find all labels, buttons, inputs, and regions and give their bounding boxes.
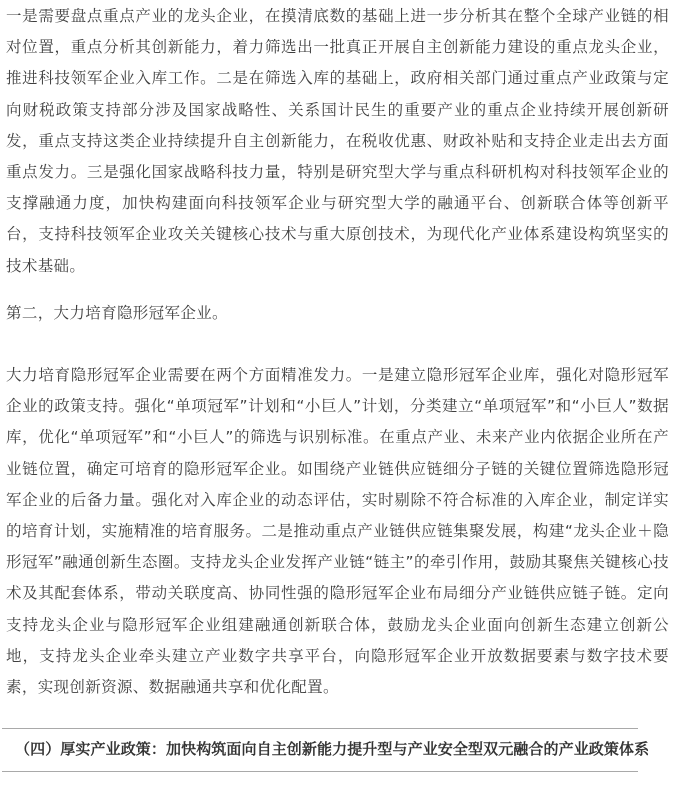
section-heading-box [2, 728, 650, 772]
paragraph-subheading-hidden-champions: 第二，大力培育隐形冠军企业。 [6, 304, 228, 322]
paragraph-leading-enterprises: 一是需要盘点重点产业的龙头企业，在摸清底数的基础上进一步分析其在整个全球产业链的相对位置，重点分析其创新能力，着力筛选出一批真正开展自主创新能力建设的重点龙头企业，推进科技领军企业入库工作。二是在筛选入库的基础上，政府相关部门通过重点产业政策与定向财税政策支持部分涉及国家战略性、关系国计民生的重要产业的重点企业持续开展创新研发，重点支持这类企业持续提升自主创新能力，在税收优惠、财政补贴和支持企业走出去方面重点发力。三是强化国家战略科技力量，特别是研究型大学与重点科研机构对科技领军企业的支撑融通力度，加快构建面向科技领军企业与研究型大学的融通平台、创新联合体等创新平台，支持科技领军企业攻关关键核心技术与重大原创技术，为现代化产业体系建设构筑坚实的技术基础。 [6, 7, 669, 275]
paragraph-hidden-champions: 大力培育隐形冠军企业需要在两个方面精准发力。一是建立隐形冠军企业库，强化对隐形冠军企业的政策支持。强化“单项冠军”计划和“小巨人”计划，分类建立“单项冠军”和“小巨人”数据库，优化“单项冠军”和“小巨人”的筛选与识别标准。在重点产业、未来产业内依据企业所在产业链位置，确定可培育的隐形冠军企业。如围绕产业链供应链细分子链的关键位置筛选隐形冠军企业的后备力量。强化对入库企业的动态评估，实时剔除不符合标准的入库企业，制定详实的培育计划，实施精准的培育服务。二是推动重点产业链供应链集聚发展，构建“龙头企业＋隐形冠军”融通创新生态圈。支持龙头企业发挥产业链“链主”的牵引作用，鼓励其聚焦关键核心技术及其配套体系，带动关联度高、协同性强的隐形冠军企业布局细分产业链供应链子链。定向支持龙头企业与隐形冠军企业组建融通创新联合体，鼓励龙头企业面向创新生态建立创新公地，支持龙头企业牵头建立产业数字共享平台，向隐形冠军企业开放数据要素与数字技术要素，实现创新资源、数据融通共享和优化配置。 [6, 366, 669, 697]
section-heading: （四）厚实产业政策：加快构筑面向自主创新能力提升型与产业安全型双元融合的产业政策体系 [15, 740, 650, 758]
